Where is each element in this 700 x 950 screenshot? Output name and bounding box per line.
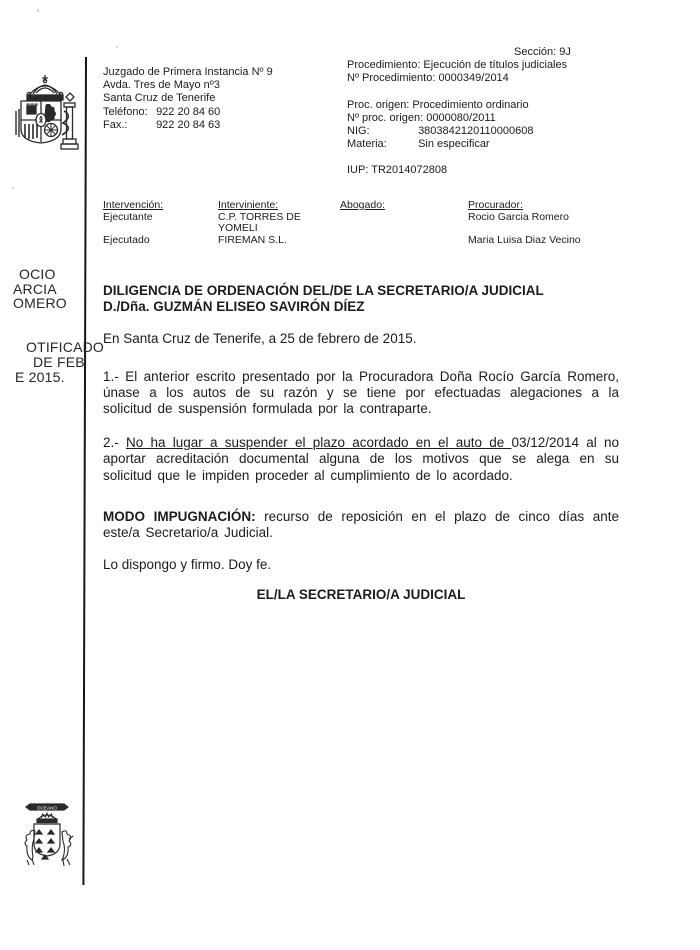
table-cell: Rocio Garcia Romero [468, 210, 569, 223]
heading-line-2: D./Dña. GUZMÁN ELISEO SAVIRÓN DÍEZ [103, 299, 365, 315]
heading-line-1: DILIGENCIA DE ORDENACIÓN DEL/DE LA SECRETARIO/A JUDICIAL [103, 283, 544, 298]
court-phone-row [103, 106, 273, 119]
paragraph-2 [103, 435, 619, 484]
table-cell: Ejecutante [103, 210, 153, 223]
scan-speck [116, 46, 118, 48]
table-cell: C.P. TORRES DE [218, 210, 301, 223]
column-intervencion [103, 200, 218, 246]
court-name: Juzgado de Primera Instancia Nº 9 [103, 66, 273, 78]
nig-label: NIG: [347, 125, 370, 138]
abogado-header: Abogado: [340, 199, 385, 211]
margin-rule [82, 57, 87, 885]
document-body [103, 283, 619, 604]
diligencia-heading [103, 283, 619, 315]
firmo-line: Lo dispongo y firmo. Doy fe. [103, 557, 272, 573]
materia-row [347, 138, 637, 151]
stamp-notificado-fragment: E 2015. [15, 369, 65, 385]
table-cell [103, 223, 218, 235]
date-line: En Santa Cruz de Tenerife, a 25 de febrero de 2015. [103, 331, 417, 347]
table-cell [340, 235, 468, 247]
fax-label: Fax.: [103, 118, 128, 131]
table-cell: YOMELI [218, 222, 258, 234]
paragraph-2-rest: 03/12/2014 al no aportar acreditación documental alguna de los motivos que se alega en su solicitud que le impiden proceder al cumplimiento de lo acordado. [103, 435, 619, 483]
court-address: Avda. Tres de Mayo nº3 [103, 79, 220, 92]
stamp-procurador-fragment: OMERO [13, 295, 67, 311]
phone-value: 922 20 84 60 [156, 105, 221, 118]
court-city: Santa Cruz de Tenerife [103, 92, 216, 105]
court-fax-row [103, 119, 273, 132]
column-interviniente [218, 200, 340, 246]
parties-table [103, 200, 615, 246]
canary-islands-coat-of-arms-icon [18, 800, 76, 880]
table-cell: Ejecutado [103, 233, 150, 246]
case-info-block [347, 46, 637, 178]
phone-label: Teléfono: [103, 105, 148, 118]
fax-value: 922 20 84 63 [156, 118, 221, 131]
column-procurador [468, 200, 615, 246]
modo-label: MODO IMPUGNACIÓN: [103, 508, 256, 524]
spain-coat-of-arms-icon [14, 73, 80, 169]
seccion-line: Sección: 9J [514, 46, 571, 58]
num-procedimiento-line: Nº Procedimiento: 0000349/2014 [347, 72, 509, 85]
procurador-header: Procurador: [468, 199, 523, 211]
table-cell [468, 223, 615, 235]
materia-value: Sin especificar [418, 138, 490, 151]
column-abogado [340, 200, 468, 246]
iup-line: IUP: TR2014072808 [347, 164, 448, 177]
num-proc-origen-line: Nº proc. origen: 0000080/2011 [347, 111, 496, 124]
table-cell: Maria Luisa Diaz Vecino [468, 233, 581, 246]
stamp-procurador-fragment: ARCIA [13, 281, 57, 297]
stamp-notificado-fragment: DE FEB [33, 354, 85, 370]
paragraph-1: 1.- El anterior escrito presentado por la Procuradora Doña Rocío García Romero, únase a los autos de su razón y se tiene por efectuadas alegaciones a la solicitud de suspensión formulada por la contraparte. [103, 368, 619, 417]
scan-speck [12, 187, 14, 189]
proc-origen-line: Proc. origen: Procedimiento ordinario [347, 98, 529, 111]
paragraph-2-underlined: No ha lugar a suspender el plazo acordado en el auto de [125, 435, 512, 451]
canary-banner-motto: OCEANO [37, 805, 57, 811]
modo-text: recurso de reposición en el plazo de cinco días ante este/a Secretario/a Judicial. [103, 508, 619, 541]
court-address-block [103, 66, 273, 132]
intervencion-header: Intervención: [103, 199, 164, 211]
table-cell [340, 212, 468, 224]
signature-title: EL/LA SECRETARIO/A JUDICIAL [256, 587, 466, 603]
scan-speck [37, 9, 39, 12]
modo-impugnacion [103, 509, 619, 541]
interviniente-header: Interviniente: [218, 199, 279, 211]
stamp-notificado-fragment: OTIFICADO [26, 339, 105, 355]
nig-value: 3803842120110000608 [418, 125, 534, 138]
stamp-procurador-fragment: OCIO [19, 266, 56, 282]
procedimiento-line: Procedimiento: Ejecución de títulos judiciales [347, 59, 568, 72]
table-cell [340, 223, 468, 235]
table-cell: FIREMAN S.L. [218, 233, 287, 246]
nig-row [347, 125, 637, 138]
materia-label: Materia: [347, 138, 387, 151]
paragraph-2-number: 2.- [103, 435, 126, 451]
